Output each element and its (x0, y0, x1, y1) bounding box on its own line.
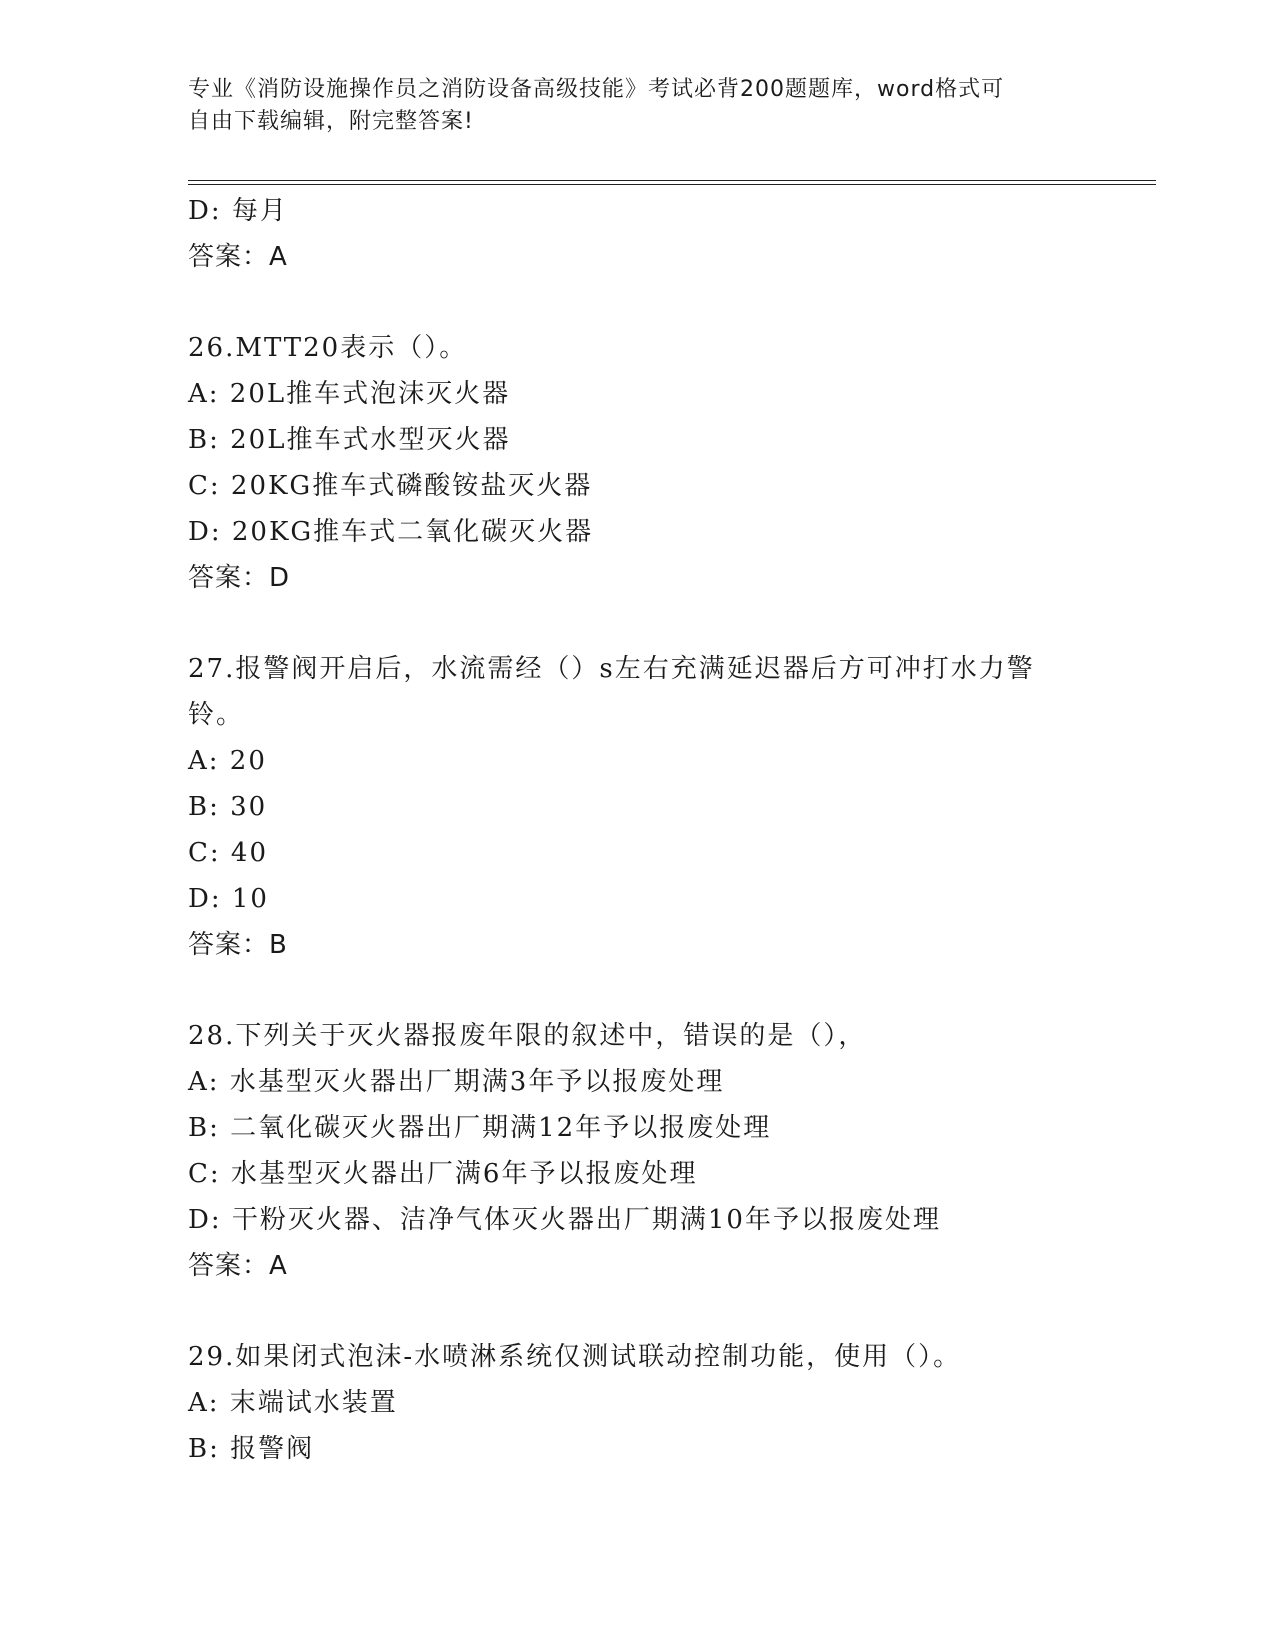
question-title: 27.报警阀开启后，水流需经（）s左右充满延迟器后方可冲打水力警铃。 (188, 654, 1035, 730)
answer: 答案：A (188, 1251, 288, 1281)
option-a: A: 水基型灭火器出厂期满3年予以报废处理 (188, 1067, 725, 1097)
document-body (188, 188, 1088, 1472)
option-a: A: 20 (188, 746, 267, 776)
answer: 答案：D (188, 563, 291, 593)
option-c: C: 20KG推车式磷酸铵盐灭火器 (188, 471, 593, 501)
question-title: 29.如果闭式泡沫-水喷淋系统仅测试联动控制功能，使用（）。 (188, 1342, 962, 1372)
option-b: B: 20L推车式水型灭火器 (188, 425, 511, 455)
answer: 答案：B (188, 930, 288, 960)
question-27 (188, 646, 1088, 968)
header-line-2: 自由下载编辑，附完整答案! (188, 109, 474, 134)
header-rule-bottom (188, 184, 1156, 185)
question-28 (188, 1013, 1088, 1289)
question-26 (188, 325, 1088, 601)
option-b: B: 报警阀 (188, 1434, 315, 1464)
option-a: A: 末端试水装置 (188, 1388, 398, 1418)
question-title: 28.下列关于灭火器报废年限的叙述中，错误的是（）， (188, 1021, 867, 1051)
question-29 (188, 1334, 1088, 1472)
option-d: D: 10 (188, 884, 269, 914)
header-line-1: 专业《消防设施操作员之消防设备高级技能》考试必背200题题库，word格式可 (188, 77, 1005, 102)
option-a: A: 20L推车式泡沫灭火器 (188, 379, 511, 409)
option-b: B: 二氧化碳灭火器出厂期满12年予以报废处理 (188, 1113, 772, 1143)
option-d: D: 20KG推车式二氧化碳灭火器 (188, 517, 594, 547)
document-header (188, 74, 1068, 138)
prev-option-d: D: 每月 (188, 196, 288, 226)
question-title: 26.MTT20表示（）。 (188, 333, 468, 363)
prev-answer: 答案：A (188, 242, 288, 272)
header-rule-top (188, 180, 1156, 181)
option-b: B: 30 (188, 792, 268, 822)
option-c: C: 水基型灭火器出厂满6年予以报废处理 (188, 1159, 698, 1189)
option-d: D: 干粉灭火器、洁净气体灭火器出厂期满10年予以报废处理 (188, 1205, 941, 1235)
option-c: C: 40 (188, 838, 269, 868)
